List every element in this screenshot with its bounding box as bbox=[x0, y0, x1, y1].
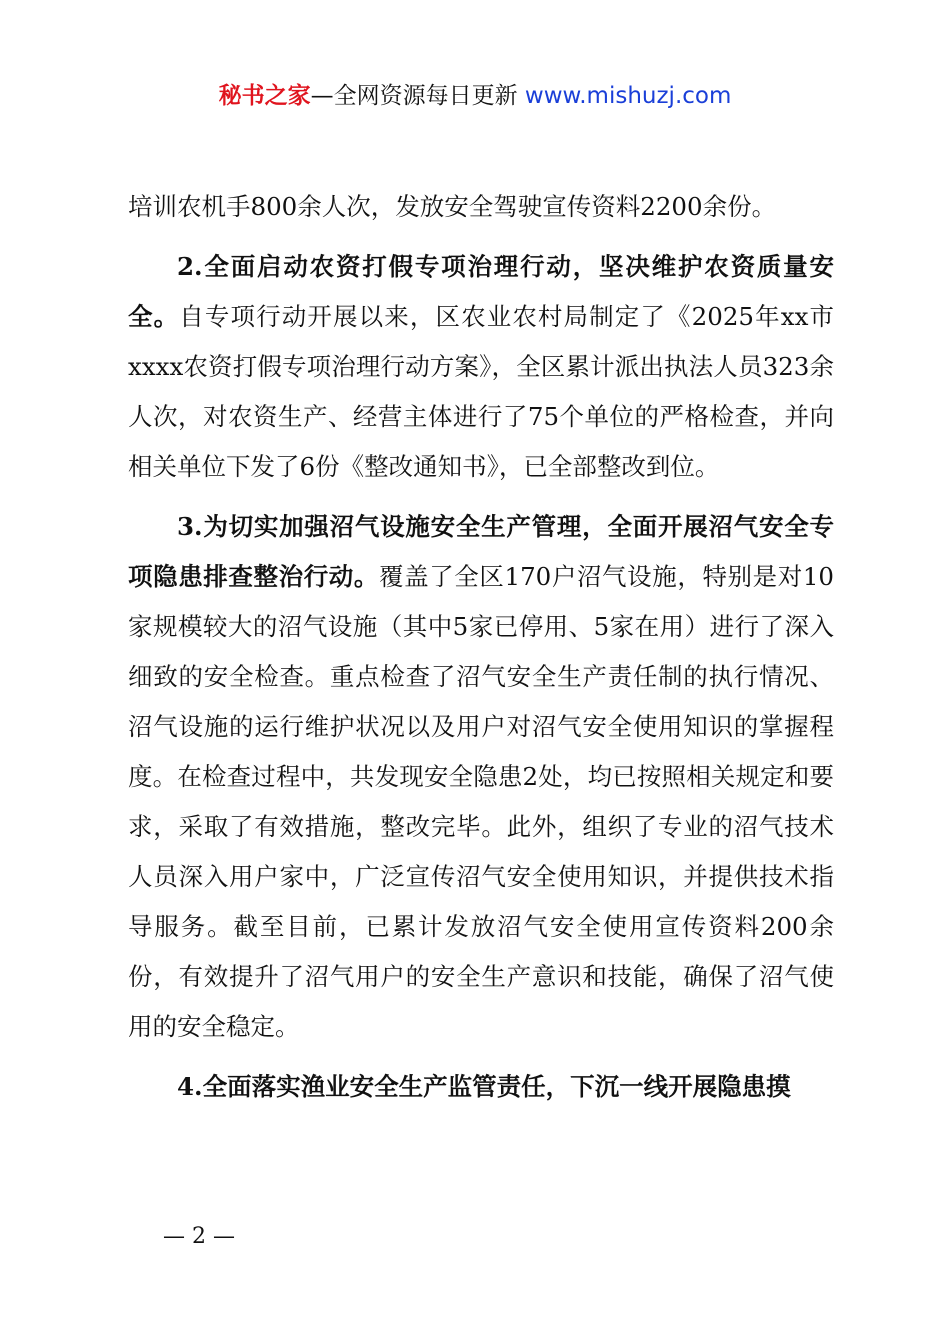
paragraph-3 bbox=[128, 502, 834, 1052]
header-tagline: —全网资源每日更新 bbox=[310, 83, 518, 109]
site-header bbox=[0, 80, 950, 112]
header-brand: 秘书之家 bbox=[218, 83, 311, 109]
page-number: — 2 — bbox=[163, 1224, 235, 1249]
paragraph-1 bbox=[128, 182, 834, 232]
paragraph-4-heading: 4.全面落实渔业安全生产监管责任，下沉一线开展隐患摸 bbox=[177, 1072, 791, 1101]
paragraph-1-text: 培训农机手800余人次，发放安全驾驶宣传资料2200余份。 bbox=[128, 192, 777, 221]
paragraph-2-text: 自专项行动开展以来，区农业农村局制定了《2025年xx市xxxx农资打假专项治理行动方案》，全区累计派出执法人员323余人次，对农资生产、经营主体进行了75个单位的严格检查，并向相关单位下发了6份《整改通知书》，已全部整改到位。 bbox=[128, 302, 835, 481]
paragraph-2-heading: 2.全面启动农资打假专项治理行动，坚决维护农资质量安全。 bbox=[128, 252, 834, 331]
document-body bbox=[128, 182, 834, 1112]
paragraph-3-heading: 3.为切实加强沼气设施安全生产管理，全面开展沼气安全专项隐患排查整治行动。 bbox=[128, 512, 834, 591]
paragraph-3-text: 覆盖了全区170户沼气设施，特别是对10家规模较大的沼气设施（其中5家已停用、5家在用）进行了深入细致的安全检查。重点检查了沼气安全生产责任制的执行情况、沼气设施的运行维护状况以及用户对沼气安全使用知识的掌握程度。在检查过程中，共发现安全隐患2处，均已按照相关规定和要求，采取了有效措施，整改完毕。此外，组织了专业的沼气技术人员深入用户家中，广泛宣传沼气安全使用知识，并提供技术指导服务。截至目前，已累计发放沼气安全使用宣传资料200余份，有效提升了沼气用户的安全生产意识和技能，确保了沼气使用的安全稳定。 bbox=[128, 562, 835, 1041]
paragraph-2 bbox=[128, 242, 834, 492]
paragraph-4 bbox=[128, 1062, 834, 1112]
header-url-link[interactable]: www.mishuzj.com bbox=[524, 83, 732, 109]
